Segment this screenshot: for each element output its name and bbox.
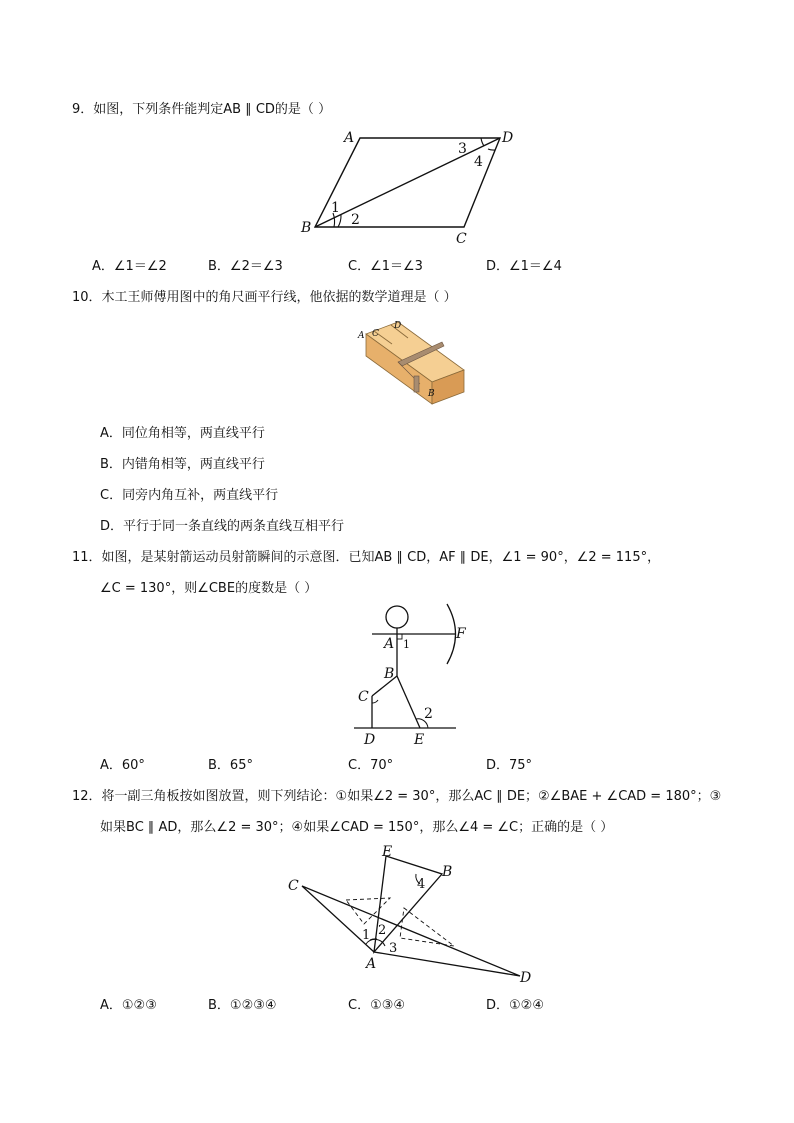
q12-angle-4: 4 xyxy=(417,877,426,892)
q11-option-a: A．60° xyxy=(100,758,145,773)
q11-option-d: D．75° xyxy=(486,758,533,773)
q9-angle-3: 3 xyxy=(458,141,467,157)
q9-stem: 9．如图，下列条件能判定AB ∥ CD的是（ ） xyxy=(72,102,332,117)
q11-label-B: B xyxy=(384,666,395,682)
q11-angle-1: 1 xyxy=(403,638,410,651)
q9-angle-1: 1 xyxy=(331,200,340,216)
q9-option-c: C．∠1＝∠3 xyxy=(348,259,423,274)
q12-label-C: C xyxy=(288,878,299,894)
q10-option-a: A．同位角相等，两直线平行 xyxy=(100,426,265,441)
q9-label-C: C xyxy=(456,231,467,247)
q11-label-E: E xyxy=(414,732,425,748)
q12-angle-2: 2 xyxy=(378,923,387,938)
q11-label-A: A xyxy=(384,636,395,652)
q9-label-A: A xyxy=(344,130,355,146)
q12-label-E: E xyxy=(382,844,393,860)
q10-label-C: C xyxy=(372,329,379,339)
q12-option-c: C．①③④ xyxy=(348,998,406,1013)
q9-option-a: A．∠1＝∠2 xyxy=(92,259,167,274)
q9-parallelogram-figure xyxy=(298,128,528,247)
q11-option-c: C．70° xyxy=(348,758,394,773)
q10-wood-block-figure xyxy=(358,318,470,408)
q12-stem-line2: 如果BC ∥ AD，那么∠2 = 30°；④如果∠CAD = 150°，那么∠4 = ∠C；正确的是（ ） xyxy=(100,820,614,835)
q12-triangle-boards-figure xyxy=(286,844,536,984)
q11-archer-figure xyxy=(352,604,478,746)
q12-label-A: A xyxy=(366,956,377,972)
q9-label-B: B xyxy=(301,220,312,236)
q11-stem-line1: 11．如图，是某射箭运动员射箭瞬间的示意图．已知AB ∥ CD，AF ∥ DE，∠1 = 90°，∠2 = 115°， xyxy=(72,550,661,565)
q11-label-F: F xyxy=(456,626,466,642)
q10-option-d: D．平行于同一条直线的两条直线互相平行 xyxy=(100,519,345,534)
q10-label-D: D xyxy=(394,321,402,331)
q9-angle-4: 4 xyxy=(474,154,483,170)
q11-angle-2: 2 xyxy=(424,706,433,722)
q11-option-b: B．65° xyxy=(208,758,253,773)
q10-stem: 10．木工王师傅用图中的角尺画平行线，他依据的数学道理是（ ） xyxy=(72,290,457,305)
q12-angle-1: 1 xyxy=(362,928,371,943)
q10-label-B: B xyxy=(428,389,435,399)
q9-label-D: D xyxy=(502,130,514,146)
q10-label-A: A xyxy=(358,331,365,341)
q11-label-C: C xyxy=(358,689,369,705)
q9-option-b: B．∠2＝∠3 xyxy=(208,259,283,274)
q12-stem-line1: 12．将一副三角板按如图放置，则下列结论：①如果∠2 = 30°，那么AC ∥ DE；②∠BAE + ∠CAD = 180°；③ xyxy=(72,789,722,804)
q10-option-b: B．内错角相等，两直线平行 xyxy=(100,457,265,472)
q12-label-B: B xyxy=(442,864,453,880)
q12-option-d: D．①②④ xyxy=(486,998,544,1013)
q9-option-d: D．∠1＝∠4 xyxy=(486,259,562,274)
q11-stem-line2: ∠C = 130°，则∠CBE的度数是（ ） xyxy=(100,581,318,596)
q12-option-a: A．①②③ xyxy=(100,998,157,1013)
q12-angle-3: 3 xyxy=(389,941,398,956)
q11-label-D: D xyxy=(364,732,376,748)
q12-label-D: D xyxy=(520,970,532,986)
q10-option-c: C．同旁内角互补，两直线平行 xyxy=(100,488,279,503)
q9-angle-2: 2 xyxy=(351,212,360,228)
q12-option-b: B．①②③④ xyxy=(208,998,277,1013)
